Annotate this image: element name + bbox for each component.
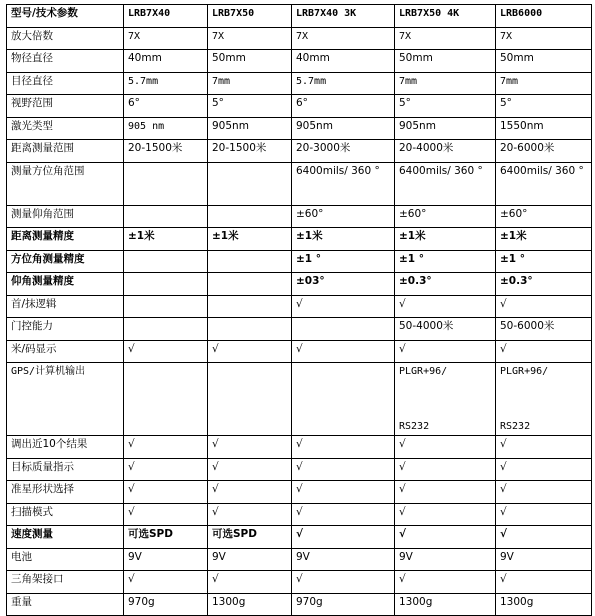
cell [208, 205, 292, 228]
cell: 50-6000米 [496, 318, 592, 341]
cell: ±60° [292, 205, 395, 228]
cell [208, 250, 292, 273]
row-label: 仰角测量精度 [7, 273, 124, 296]
cell: √ [292, 503, 395, 526]
table-row [7, 27, 592, 50]
cell: √ [395, 526, 496, 549]
cell: 40mm [124, 50, 208, 73]
cell: √ [208, 503, 292, 526]
table-row [7, 273, 592, 296]
cell: 7X [124, 27, 208, 50]
row-label: 目径直径 [7, 72, 124, 95]
cell [208, 295, 292, 318]
cell: √ [208, 436, 292, 459]
cell: √ [124, 571, 208, 594]
cell [292, 363, 395, 436]
spec-table [6, 4, 592, 616]
cell: 5° [208, 95, 292, 118]
cell: √ [208, 481, 292, 504]
cell: 1300g [395, 593, 496, 616]
cell: √ [496, 436, 592, 459]
cell: √ [292, 526, 395, 549]
header-model: LRB7X40 3K [292, 5, 395, 28]
row-label: 准星形状选择 [7, 481, 124, 504]
cell: 9V [124, 548, 208, 571]
cell: 6° [292, 95, 395, 118]
cell-spacer [399, 380, 491, 401]
table-row [7, 318, 592, 341]
table-row [7, 481, 592, 504]
cell: √ [124, 436, 208, 459]
cell: 9V [292, 548, 395, 571]
cell [124, 205, 208, 228]
cell: 5.7mm [124, 72, 208, 95]
cell: 9V [496, 548, 592, 571]
cell: √ [208, 340, 292, 363]
row-label: 方位角测量精度 [7, 250, 124, 273]
cell: √ [395, 295, 496, 318]
table-row [7, 228, 592, 251]
cell: 905nm [395, 117, 496, 140]
row-label: 目标质量指示 [7, 458, 124, 481]
cell: 5.7mm [292, 72, 395, 95]
cell: 7mm [395, 72, 496, 95]
cell: 20-1500米 [208, 140, 292, 163]
cell: √ [208, 571, 292, 594]
cell: 50mm [208, 50, 292, 73]
row-label: 距离测量精度 [7, 228, 124, 251]
table-row [7, 363, 592, 436]
table-row [7, 95, 592, 118]
cell: ±1米 [208, 228, 292, 251]
cell: 可选SPD [208, 526, 292, 549]
table-row [7, 548, 592, 571]
cell: 1300g [208, 593, 292, 616]
row-label: 首/抹逻辑 [7, 295, 124, 318]
header-model: LRB7X40 [124, 5, 208, 28]
cell: 20-1500米 [124, 140, 208, 163]
cell: √ [124, 481, 208, 504]
cell: ±1 ° [496, 250, 592, 273]
cell: √ [496, 503, 592, 526]
cell: 7mm [208, 72, 292, 95]
row-label: 放大倍数 [7, 27, 124, 50]
table-row [7, 250, 592, 273]
cell [124, 318, 208, 341]
row-label: 物径直径 [7, 50, 124, 73]
cell-line: RS232 [500, 421, 531, 432]
cell: ±1 ° [292, 250, 395, 273]
table-row [7, 340, 592, 363]
cell: √ [292, 436, 395, 459]
row-label: 电池 [7, 548, 124, 571]
table-row [7, 162, 592, 205]
cell: ±03° [292, 273, 395, 296]
row-label: 米/码显示 [7, 340, 124, 363]
cell: 20-4000米 [395, 140, 496, 163]
cell: 905nm [292, 117, 395, 140]
table-row [7, 72, 592, 95]
table-row [7, 436, 592, 459]
row-label: 测量仰角范围 [7, 205, 124, 228]
cell: ±1 ° [395, 250, 496, 273]
table-row [7, 571, 592, 594]
cell [124, 162, 208, 205]
header-model: LRB7X50 [208, 5, 292, 28]
cell: √ [395, 481, 496, 504]
row-label: GPS/计算机输出 [7, 363, 124, 436]
cell: 9V [395, 548, 496, 571]
cell: √ [496, 571, 592, 594]
cell: ±0.3° [395, 273, 496, 296]
row-label: 速度测量 [7, 526, 124, 549]
table-row [7, 526, 592, 549]
table-row [7, 50, 592, 73]
cell: 1300g [496, 593, 592, 616]
header-model: LRB7X50 4K [395, 5, 496, 28]
cell: 905 nm [124, 117, 208, 140]
cell: √ [496, 458, 592, 481]
cell: ±60° [395, 205, 496, 228]
cell: 7mm [496, 72, 592, 95]
row-label: 门控能力 [7, 318, 124, 341]
cell: 50mm [395, 50, 496, 73]
header-row [7, 5, 592, 28]
row-label: 扫描模式 [7, 503, 124, 526]
cell: 50-4000米 [395, 318, 496, 341]
cell [124, 273, 208, 296]
cell: 7X [208, 27, 292, 50]
cell [124, 250, 208, 273]
cell [395, 363, 496, 436]
cell: 40mm [292, 50, 395, 73]
cell: √ [292, 295, 395, 318]
cell: 1550nm [496, 117, 592, 140]
cell [208, 162, 292, 205]
cell: 6° [124, 95, 208, 118]
table-row [7, 503, 592, 526]
cell [496, 363, 592, 436]
row-label: 距离测量范围 [7, 140, 124, 163]
cell: √ [292, 340, 395, 363]
cell: √ [208, 458, 292, 481]
row-label: 激光类型 [7, 117, 124, 140]
cell-spacer [500, 380, 587, 401]
cell: √ [292, 571, 395, 594]
table-row [7, 205, 592, 228]
cell: √ [395, 503, 496, 526]
cell: 20-6000米 [496, 140, 592, 163]
cell: 9V [208, 548, 292, 571]
cell: 7X [292, 27, 395, 50]
cell: ±60° [496, 205, 592, 228]
cell: √ [395, 436, 496, 459]
cell-spacer [128, 363, 203, 384]
cell [208, 273, 292, 296]
header-label: 型号/技术参数 [7, 5, 124, 28]
cell: 970g [292, 593, 395, 616]
cell: √ [124, 503, 208, 526]
cell: 970g [124, 593, 208, 616]
cell: √ [395, 571, 496, 594]
cell: ±1米 [124, 228, 208, 251]
cell: √ [496, 526, 592, 549]
row-label: 视野范围 [7, 95, 124, 118]
cell: 7X [496, 27, 592, 50]
cell: 6400mils/ 360 ° [292, 162, 395, 205]
cell-line: PLGR+96/ [500, 366, 549, 377]
cell: 可选SPD [124, 526, 208, 549]
cell: ±1米 [496, 228, 592, 251]
cell: 20-3000米 [292, 140, 395, 163]
cell: √ [496, 340, 592, 363]
cell: 6400mils/ 360 ° [496, 162, 592, 205]
cell: 905nm [208, 117, 292, 140]
row-label: 调出近10个结果 [7, 436, 124, 459]
cell: √ [292, 458, 395, 481]
cell: √ [496, 295, 592, 318]
cell: 6400mils/ 360 ° [395, 162, 496, 205]
row-label: 重量 [7, 593, 124, 616]
table-row [7, 593, 592, 616]
cell-spacer [296, 363, 390, 384]
cell: √ [395, 340, 496, 363]
cell: ±1米 [395, 228, 496, 251]
row-label: 测量方位角范围 [7, 162, 124, 205]
table-row [7, 458, 592, 481]
cell-line: RS232 [399, 421, 430, 432]
cell [124, 363, 208, 436]
cell: 7X [395, 27, 496, 50]
cell: √ [496, 481, 592, 504]
header-model: LRB6000 [496, 5, 592, 28]
cell: 5° [395, 95, 496, 118]
cell: √ [292, 481, 395, 504]
cell: √ [124, 340, 208, 363]
row-label: 三角架接口 [7, 571, 124, 594]
cell: 5° [496, 95, 592, 118]
cell [208, 363, 292, 436]
cell: ±0.3° [496, 273, 592, 296]
cell: √ [124, 458, 208, 481]
cell: ±1米 [292, 228, 395, 251]
cell [292, 318, 395, 341]
cell [124, 295, 208, 318]
cell [208, 318, 292, 341]
cell-spacer [212, 363, 287, 384]
cell: 50mm [496, 50, 592, 73]
cell: √ [395, 458, 496, 481]
table-row [7, 117, 592, 140]
table-row [7, 140, 592, 163]
cell-line: PLGR+96/ [399, 366, 448, 377]
table-row [7, 295, 592, 318]
